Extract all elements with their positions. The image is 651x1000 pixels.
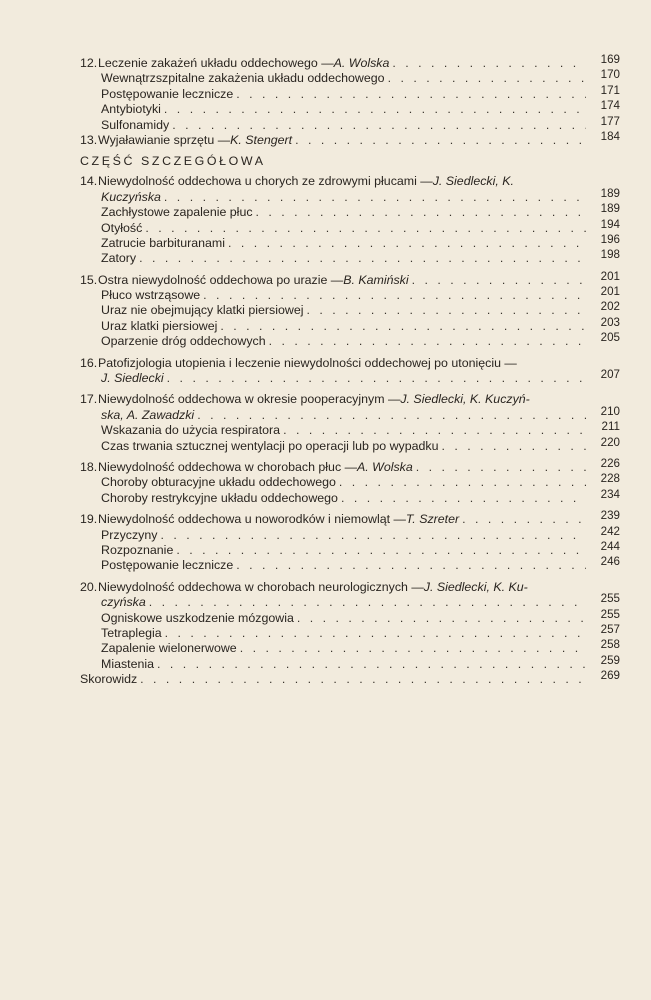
entry-line [80,102,620,117]
chapter-number: 16. [80,355,98,370]
dot-leader [160,528,586,543]
toc-entry [80,174,620,189]
toc-entry [80,186,620,205]
entry-line [80,133,620,148]
dot-leader [283,423,586,438]
page-number: 205 [600,331,620,345]
toc-subentry [80,539,620,558]
dot-leader [306,303,586,318]
entry-author: J. Siedlecki, K. [432,174,514,189]
toc-subentry [80,83,620,102]
entry-title: Oparzenie dróg oddechowych [101,334,266,349]
entry-author: T. Szreter [405,512,460,527]
dot-leader [256,205,586,220]
chapter-title: Wyjaławianie sprzętu — [98,132,231,147]
dot-leader [462,512,586,527]
entry-title: Antybiotyki [101,102,161,117]
entry-line [80,460,620,475]
toc-entry [80,269,620,288]
toc-entry [80,580,620,595]
dot-leader [269,334,586,349]
chapter-title: Patofizjologia utopienia i leczenie niewydolności oddechowej po utonięciu — [98,355,517,370]
dot-leader [140,672,586,687]
page-number: 226 [600,456,620,470]
toc-subentry [80,300,620,318]
entry-line [80,251,620,266]
entry-title: Otyłość [101,220,143,235]
toc-entry [80,129,620,148]
dot-leader [412,273,586,288]
entry-line [80,190,620,205]
entry-line [80,491,620,506]
entry-line [80,475,620,490]
entry-title: Uraz nie obejmujący klatki piersiowej [101,303,304,318]
entry-line [80,118,620,133]
chapter-number: 20. [80,579,98,594]
entry-line [80,371,620,386]
page-number: 239 [600,509,620,523]
chapter-number: 15. [80,272,98,287]
entry-line [80,408,620,423]
page-number: 170 [600,68,620,82]
entry-title: Postępowanie lecznicze [101,86,234,101]
entry-line [80,303,620,318]
entry-line [80,334,620,349]
page-number: 255 [600,592,620,606]
entry-author: J. Siedlecki [101,371,164,386]
dot-leader [388,71,586,86]
entry-line [80,528,620,543]
entry-author: B. Kamiński [343,272,409,287]
page-number: 210 [600,404,620,418]
entry-title: Zatory [101,251,137,266]
toc-entry [80,53,620,71]
entry-line [80,392,620,407]
toc-entry [80,368,620,386]
entry-line [80,595,620,610]
entry-author: A. Wolska [356,459,413,474]
dot-leader [145,221,586,236]
entry-author: J. Siedlecki, K. Kuczyń- [400,392,530,407]
entry-title: Sulfonamidy [101,117,170,132]
dot-leader [167,371,586,386]
toc-subentry [80,555,620,573]
dot-leader [203,288,586,303]
entry-author: Kuczyńska [101,189,161,204]
entry-title: Czas trwania sztucznej wentylacji po operacji lub po wypadku [101,438,439,453]
page-number: 258 [600,638,620,652]
toc-entry [80,392,620,407]
toc-entry [80,404,620,423]
entry-line [80,56,620,71]
entry-line [80,611,620,626]
entry-line [80,273,620,288]
entry-line [80,626,620,641]
dot-leader [416,460,586,475]
toc-subentry [80,315,620,334]
entry-line [80,558,620,573]
page-number: 194 [600,217,620,231]
toc-subentry [80,202,620,220]
entry-line [80,672,620,687]
page-number: 177 [600,114,620,128]
chapter-title: Ostra niewydolność oddechowa po urazie — [98,272,344,287]
chapter-number: 12. [80,56,98,70]
toc-subentry [80,114,620,133]
page-number: 246 [600,555,620,569]
page-number: 202 [600,300,620,314]
chapter-number: 14. [80,174,98,189]
dot-leader [236,87,586,102]
entry-title: Rozpoznanie [101,542,174,557]
dot-leader [164,102,586,117]
dot-leader [139,251,586,266]
toc-entry [80,669,620,687]
toc-subentry [80,524,620,543]
page-number: 220 [600,435,620,449]
page-number: 203 [600,315,620,329]
page-number: 189 [600,186,620,200]
entry-line [80,174,620,189]
entry-title: Tetraplegia [101,625,162,640]
page-number: 228 [600,472,620,486]
page-number: 174 [600,99,620,113]
page-number: 269 [600,669,620,683]
page-number: 255 [600,607,620,621]
toc-subentry [80,607,620,626]
dot-leader [165,626,586,641]
entry-line [80,580,620,595]
page-number: 189 [600,202,620,216]
dot-leader [236,558,586,573]
chapter-number: 17. [80,392,98,407]
toc-subentry [80,248,620,266]
entry-line [80,319,620,334]
entry-line [80,236,620,251]
page-number: 244 [600,539,620,553]
page-number: 184 [600,129,620,143]
entry-line [80,439,620,454]
entry-line [80,288,620,303]
dot-leader [157,657,586,672]
page-number: 201 [600,285,620,299]
dot-leader [220,319,586,334]
chapter-number: 13. [80,132,98,147]
entry-title: Choroby obturacyjne układu oddechowego [101,475,336,490]
chapter-number: 18. [80,459,98,474]
page-number: 169 [600,53,620,66]
entry-line [80,356,620,371]
page-number: 201 [600,269,620,283]
toc-subentry [80,653,620,672]
page-number: 257 [600,622,620,636]
dot-leader [240,641,586,656]
chapter-title: Niewydolność oddechowa w okresie pooperacyjnym — [98,392,401,407]
dot-leader [164,190,586,205]
entry-title: Miastenia [101,656,155,671]
page-number: 196 [600,232,620,246]
entry-line [80,221,620,236]
toc-subentry [80,331,620,349]
entry-line [80,641,620,656]
entry-title: Płuco wstrząsowe [101,288,201,303]
chapter-title: Niewydolność oddechowa u noworodków i niemowląt — [98,512,406,527]
entry-title: Zapalenie wielonerwowe [101,641,237,656]
page-number: 171 [600,83,620,97]
toc-entry [80,592,620,610]
entry-title: Skorowidz [80,672,138,687]
dot-leader [172,118,586,133]
entry-line [80,657,620,672]
dot-leader [149,595,586,610]
page-number: 234 [600,487,620,501]
dot-leader [341,491,586,506]
toc-subentry [80,285,620,303]
page-number: 207 [600,368,620,382]
dot-leader [339,475,586,490]
toc-subentry [80,472,620,490]
toc-entry [80,509,620,527]
page-number: 242 [600,524,620,538]
dot-leader [295,133,586,148]
toc-entry [80,356,620,371]
toc-subentry [80,638,620,656]
chapter-title: Leczenie zakażeń układu oddechowego — [98,56,334,70]
entry-title: Zachłystowe zapalenie płuc [101,205,253,220]
dot-leader [392,56,586,71]
chapter-number: 19. [80,512,98,527]
chapter-title: Niewydolność oddechowa w chorobach płuc — [98,459,357,474]
entry-line [80,512,620,527]
entry-title: Uraz klatki piersiowej [101,318,218,333]
dot-leader [297,611,586,626]
table-of-contents [80,53,620,687]
page-number: 259 [600,653,620,667]
page-number: 198 [600,248,620,262]
toc-subentry [80,232,620,251]
toc-list-detailed [80,174,620,687]
entry-author: czyńska [101,595,146,610]
page-number: 211 [601,420,620,434]
toc-entry [80,456,620,475]
dot-leader [441,439,586,454]
entry-author: ska, A. Zawadzki [101,407,195,422]
entry-title: Przyczyny [101,527,158,542]
entry-author: J. Siedlecki, K. Ku- [423,579,528,594]
entry-title: Zatrucie barbituranami [101,235,225,250]
entry-line [80,543,620,558]
toc-subentry [80,217,620,236]
toc-subentry [80,68,620,86]
dot-leader [176,543,586,558]
chapter-title: Niewydolność oddechowa u chorych ze zdrowymi płucami — [98,174,433,189]
entry-author: A. Wolska [333,56,390,70]
toc-list-general [80,53,620,148]
entry-line [80,205,620,220]
entry-title: Ogniskowe uszkodzenie mózgowia [101,610,294,625]
entry-title: Postępowanie lecznicze [101,558,234,573]
toc-subentry [80,487,620,506]
entry-title: Choroby restrykcyjne układu oddechowego [101,490,338,505]
dot-leader [228,236,586,251]
toc-subentry [80,435,620,454]
dot-leader [197,408,586,423]
toc-subentry [80,622,620,641]
entry-title: Wewnątrzszpitalne zakażenia układu oddechowego [101,71,385,86]
entry-author: K. Stengert [230,132,293,147]
entry-line [80,71,620,86]
toc-subentry [80,99,620,117]
entry-title: Wskazania do użycia respiratora [101,423,281,438]
chapter-title: Niewydolność oddechowa w chorobach neurologicznych — [98,579,424,594]
toc-subentry [80,420,620,438]
entry-line [80,87,620,102]
entry-line [80,423,620,438]
section-title: CZĘŚĆ SZCZEGÓŁOWA [80,154,266,169]
